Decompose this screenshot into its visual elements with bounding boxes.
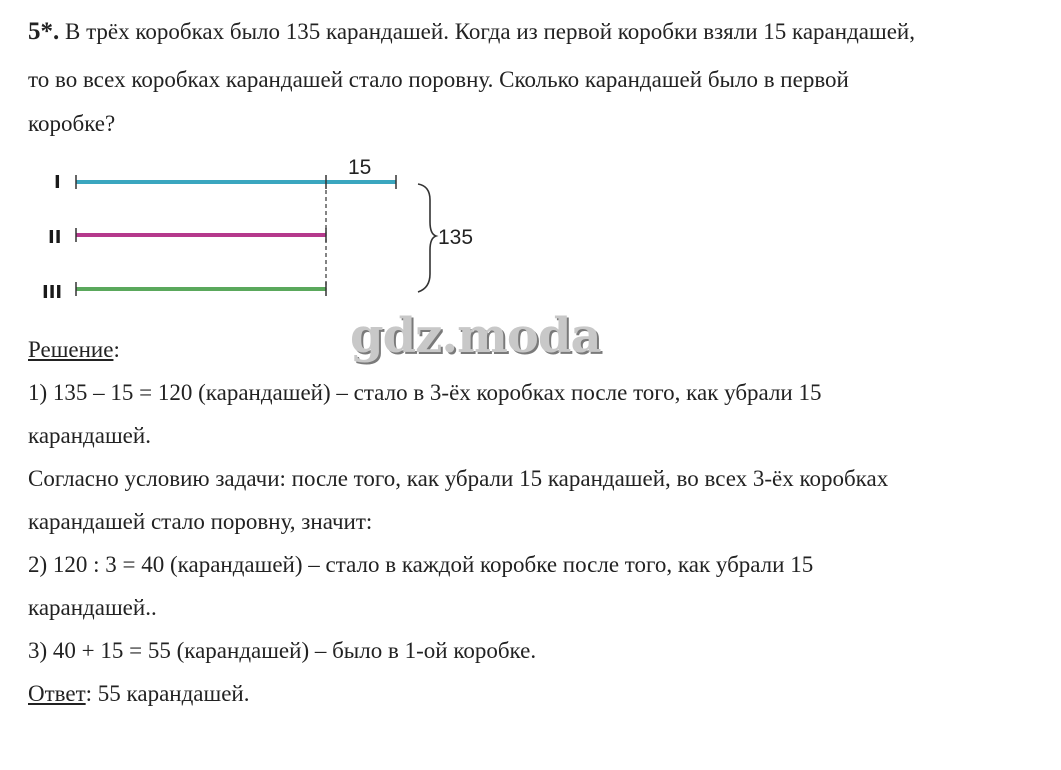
task-number: 5*.	[28, 18, 60, 45]
answer-line	[28, 680, 250, 708]
total-brace	[418, 184, 436, 292]
total-label: 135	[438, 226, 474, 249]
label-box-3: III	[42, 282, 63, 303]
step-1-line-2: карандашей.	[28, 423, 151, 448]
answer-text: : 55 карандашей.	[85, 681, 250, 706]
note-line-1: Согласно условию задачи: после того, как убрали 15 карандашей, во всех 3-ёх коробках	[28, 466, 889, 491]
solution-heading: Решение	[28, 337, 114, 362]
solution-heading-colon: :	[113, 337, 120, 362]
problem-text-1: В трёх коробках было 135 карандашей. Когда из первой коробки взяли 15 карандашей,	[59, 19, 915, 44]
problem-line-2: то во всех коробках карандашей стало поровну. Сколько карандашей было в первой	[28, 67, 849, 92]
watermark: gdz.moda	[350, 308, 601, 364]
step-2-line-2: карандашей..	[28, 595, 157, 620]
step-1-line-1: 1) 135 – 15 = 120 (карандашей) – стало в 3-ёх коробках после того, как убрали 15	[28, 380, 822, 405]
problem-line-1	[28, 18, 915, 46]
label-box-1: I	[54, 172, 61, 193]
step-2-line-1: 2) 120 : 3 = 40 (карандашей) – стало в каждой коробке после того, как убрали 15	[28, 552, 814, 577]
extra-segment-label: 15	[348, 156, 372, 179]
answer-label: Ответ	[28, 681, 86, 706]
solution-heading-line	[28, 336, 120, 364]
problem-line-3: коробке?	[28, 111, 116, 136]
label-box-2: II	[48, 227, 62, 248]
note-line-2: карандашей стало поровну, значит:	[28, 509, 373, 534]
step-3: 3) 40 + 15 = 55 (карандашей) – было в 1-ой коробке.	[28, 638, 537, 663]
segment-diagram	[0, 150, 520, 310]
